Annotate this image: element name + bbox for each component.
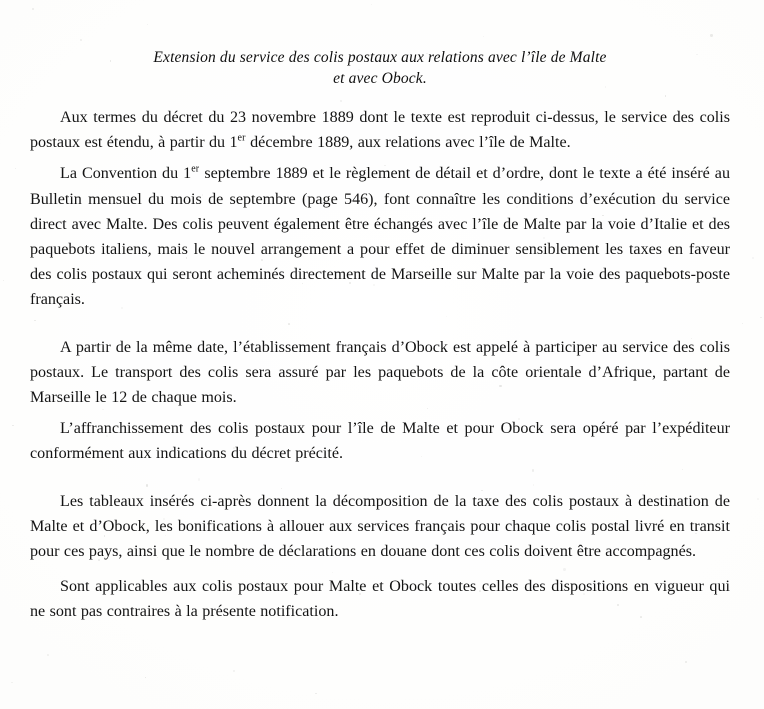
paragraph-convention-malte: La Convention du 1er septembre 1889 et le règlement de détail et d’ordre, dont le texte a été inséré au Bulletin mensuel du mois de septembre (page 546), font connaître les conditions d’exécution du service direct avec Malte. Des colis peuvent également être échangés avec l’île de Malte par la voie d’Italie et des paquebots italiens, mais le nouvel arrangement a pour effet de diminuer sensiblement les taxes en faveur des colis postaux qui seront acheminés directement de Marseille sur Malte par la voie des paquebots-poste français.	[30, 164, 730, 309]
page-title-line-2: et avec Obock.	[333, 70, 427, 87]
ordinal-suffix: er	[191, 164, 200, 176]
spacer	[30, 467, 730, 489]
spacer	[30, 313, 730, 335]
page-title-line-1: Extension du service des colis postaux aux relations avec l’île de Malte	[153, 49, 607, 66]
paragraph-obock-service: A partir de la même date, l’établissement français d’Obock est appelé à participer au service des colis postaux. Le transport des colis sera assuré par les paquebots de la côte orientale d’Afrique, partant de Marseille le 12 de chaque mois.	[30, 338, 730, 407]
spacer	[30, 89, 730, 105]
paragraph-decret-extension: Aux termes du décret du 23 novembre 1889 dont le texte est reproduit ci-dessus, le service des colis postaux est étendu, à partir du 1er décembre 1889, aux relations avec l’île de Malte.	[30, 109, 730, 152]
paragraph-tableaux-taxes: Les tableaux insérés ci-après donnent la décomposition de la taxe des colis postaux à destination de Malte et d’Obock, les bonifications à allouer aux services français pour chaque colis postal livré en transit pour ces pays, ainsi que le nombre de déclarations en douane dont ces colis doivent être accompagnés.	[30, 492, 730, 561]
paragraph-dispositions-vigueur: Sont applicables aux colis postaux pour Malte et Obock toutes celles des dispositions en vigueur qui ne sont pas contraires à la présente notification.	[30, 578, 730, 621]
spacer	[30, 564, 730, 574]
page-title	[30, 0, 730, 89]
paragraph-affranchissement: L’affranchissement des colis postaux pour l’île de Malte et pour Obock sera opéré par l’expéditeur conformément aux indications du décret précité.	[30, 420, 730, 463]
text-block	[30, 0, 730, 625]
ordinal-suffix: er	[237, 132, 246, 144]
